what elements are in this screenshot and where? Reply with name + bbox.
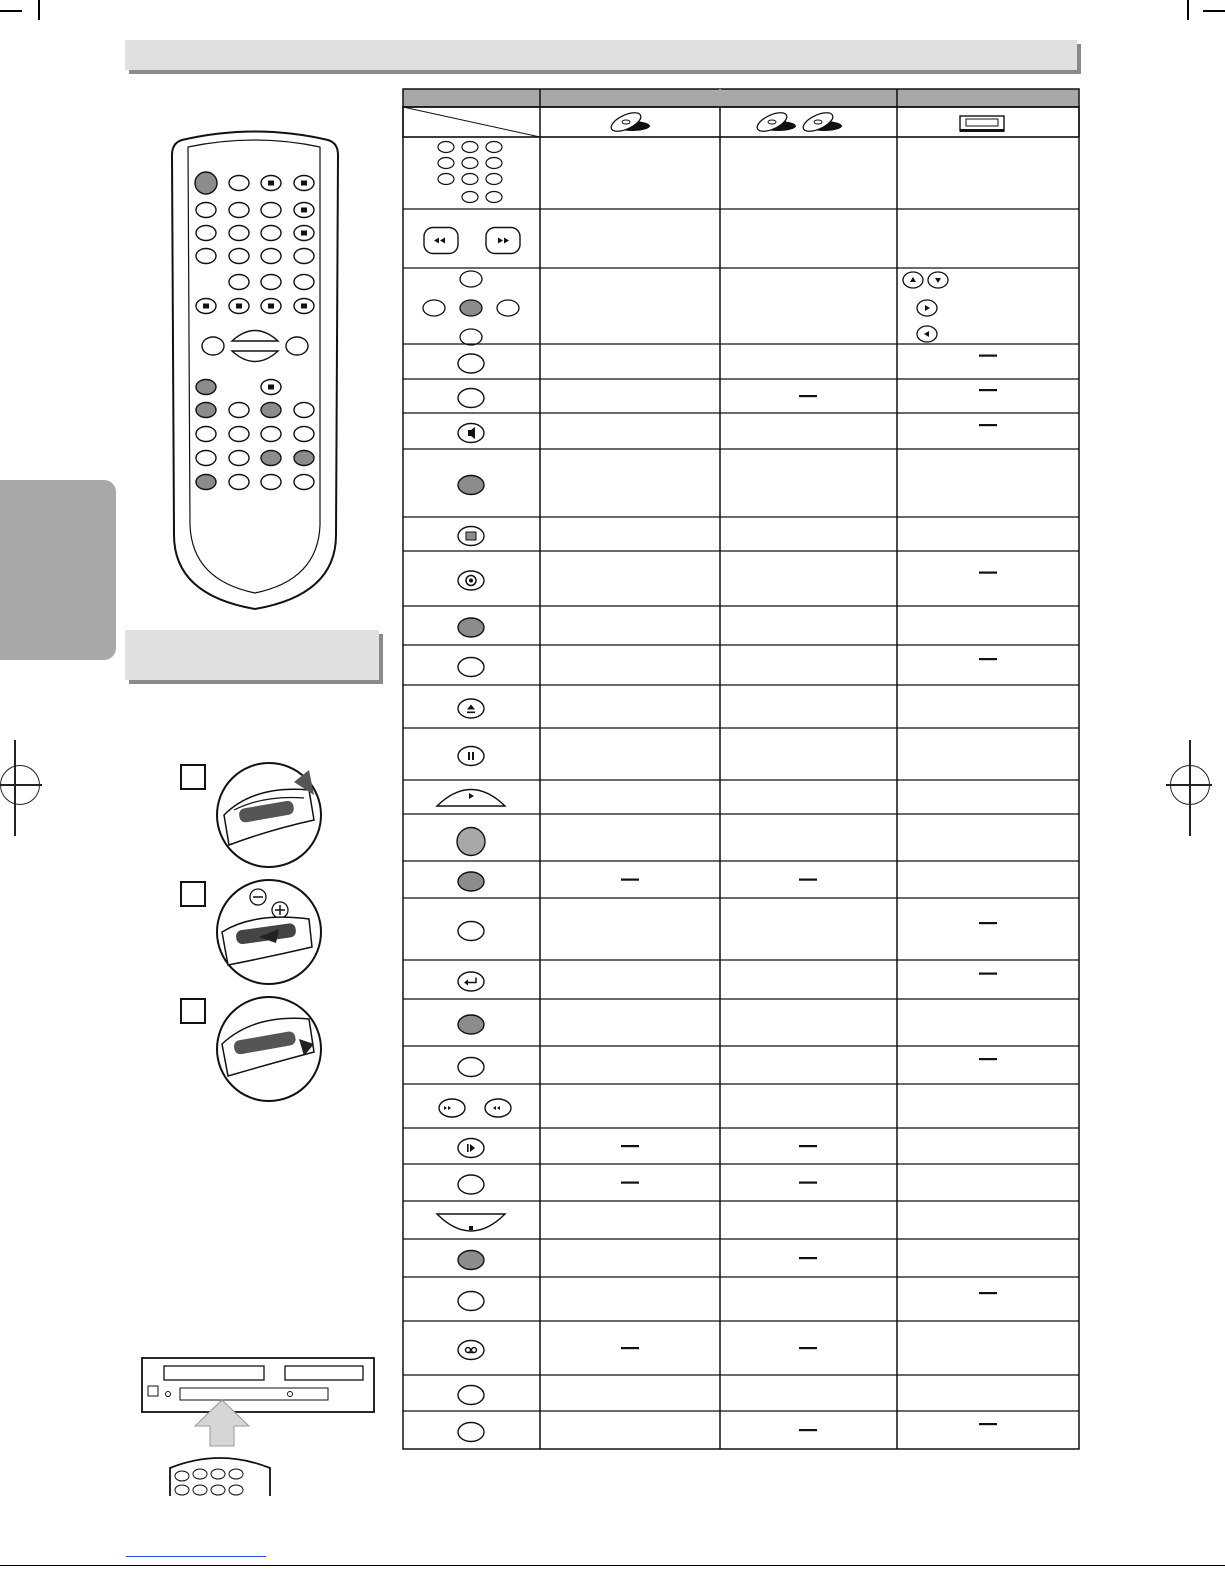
table-row — [403, 137, 1079, 203]
remote-button — [229, 226, 249, 241]
oval-gray-button-icon — [458, 476, 484, 495]
table-row — [403, 268, 1079, 345]
setup-disc-button-icon — [458, 571, 484, 590]
not-applicable-dash — [621, 1182, 639, 1184]
battery-cover-open-illustration — [214, 760, 324, 870]
table-row — [403, 1084, 1079, 1117]
not-applicable-dash — [621, 1347, 639, 1349]
remote-button — [294, 249, 314, 264]
oval-gray-button-icon — [458, 1015, 484, 1034]
not-applicable-dash — [979, 572, 997, 574]
oval-button-icon — [458, 1175, 484, 1194]
remote-button — [196, 249, 216, 264]
not-applicable-dash — [979, 973, 997, 975]
remote-button — [261, 403, 281, 418]
remote-button — [196, 380, 216, 395]
cursor-keys-button-icon — [423, 271, 519, 345]
not-applicable-dash — [799, 1257, 817, 1259]
remote-button — [294, 226, 314, 241]
not-applicable-dash — [799, 1145, 817, 1147]
play-button-icon — [437, 790, 505, 807]
remote-button — [294, 475, 314, 490]
table-row — [403, 551, 1079, 590]
not-applicable-dash — [979, 389, 997, 391]
table-row — [403, 1321, 1079, 1360]
remote-button — [261, 203, 281, 218]
remote-control-illustration — [160, 125, 350, 615]
step-box-3 — [180, 998, 206, 1024]
table-row — [403, 861, 1079, 891]
remote-button — [261, 475, 281, 490]
square-button-icon — [458, 527, 484, 546]
remote-button — [294, 203, 314, 218]
section-side-tab — [0, 480, 116, 660]
oval-button-icon — [458, 1292, 484, 1311]
remote-button — [294, 176, 314, 191]
bottom-rule — [0, 1565, 1225, 1566]
remote-button — [196, 403, 216, 418]
table-row — [403, 606, 1079, 637]
table-row — [403, 898, 1079, 941]
remote-button — [196, 451, 216, 466]
remote-button — [229, 403, 249, 418]
oval-gray-button-icon — [458, 1251, 484, 1270]
remote-button — [261, 226, 281, 241]
remote-button — [261, 427, 281, 442]
remote-button — [229, 299, 249, 314]
table-row — [403, 960, 1079, 991]
remote-button — [261, 451, 281, 466]
remote-button — [229, 451, 249, 466]
remote-button — [229, 203, 249, 218]
remote-button — [196, 427, 216, 442]
number-keys-button-icon — [438, 142, 502, 203]
remote-button — [196, 203, 216, 218]
table-row — [403, 1277, 1079, 1311]
not-applicable-dash — [799, 395, 817, 397]
vcr-cursor-keys — [903, 272, 948, 342]
not-applicable-dash — [979, 1423, 997, 1425]
not-applicable-dash — [799, 1182, 817, 1184]
rewind-forward-button-icon — [424, 228, 520, 254]
skip-button-icon — [439, 1099, 511, 1117]
remote-button — [294, 403, 314, 418]
table-row — [403, 517, 1079, 546]
step-box-2 — [180, 881, 206, 907]
battery-insert-illustration — [214, 877, 324, 987]
battery-cover-close-illustration — [214, 994, 324, 1104]
battery-section-header-bar — [125, 630, 379, 680]
remote-button — [229, 475, 249, 490]
table-row — [403, 209, 1079, 254]
oval-button-icon — [458, 1058, 484, 1077]
button-function-table — [400, 88, 1082, 1453]
table-row — [403, 1239, 1079, 1270]
table-row — [403, 728, 1079, 766]
return-button-icon — [458, 972, 484, 991]
remote-button — [294, 451, 314, 466]
crop-mark — [1187, 0, 1189, 20]
oval-button-icon — [458, 1386, 484, 1405]
crop-mark — [0, 10, 22, 12]
table-row — [403, 344, 1079, 373]
table-row — [403, 1411, 1079, 1442]
table-row — [403, 1046, 1079, 1077]
eject-button-icon — [458, 699, 484, 718]
not-applicable-dash — [621, 1145, 639, 1147]
pause-button-icon — [458, 747, 484, 766]
crop-mark — [1203, 10, 1225, 12]
oval-button-icon — [458, 1423, 484, 1442]
remote-button — [196, 226, 216, 241]
table-row — [403, 1164, 1079, 1194]
remote-button — [261, 299, 281, 314]
oval-button-icon — [458, 922, 484, 941]
table-row — [403, 780, 1079, 806]
remote-button — [261, 380, 281, 395]
not-applicable-dash — [979, 355, 997, 357]
table-row — [403, 1375, 1079, 1405]
table-row — [403, 645, 1079, 677]
table-row — [403, 814, 1079, 856]
oval-gray-button-icon — [458, 872, 484, 891]
crop-mark — [38, 0, 40, 20]
not-applicable-dash — [621, 879, 639, 881]
not-applicable-dash — [979, 658, 997, 660]
remote-button — [229, 275, 249, 290]
remote-button — [229, 249, 249, 264]
not-applicable-dash — [799, 1347, 817, 1349]
speaker-button-icon — [458, 424, 484, 443]
remote-button — [196, 299, 216, 314]
not-applicable-dash — [979, 1058, 997, 1060]
step-box-1 — [180, 764, 206, 790]
not-applicable-dash — [979, 424, 997, 426]
power-button-icon — [457, 828, 485, 856]
table-row — [403, 379, 1079, 408]
oval-gray-button-icon — [458, 618, 484, 637]
table-row — [403, 413, 1079, 443]
oval-button-icon — [458, 658, 484, 677]
not-applicable-dash — [979, 922, 997, 924]
remote-power-button — [195, 172, 217, 194]
slow-button-icon — [458, 1139, 484, 1158]
not-applicable-dash — [799, 879, 817, 881]
remote-button — [294, 299, 314, 314]
oval-button-icon — [458, 389, 484, 408]
remote-button — [229, 427, 249, 442]
vhs-cassette-icon — [960, 116, 1004, 132]
remote-button — [261, 249, 281, 264]
not-applicable-dash — [799, 1429, 817, 1431]
oval-button-icon — [458, 354, 484, 373]
remote-button — [261, 275, 281, 290]
table-row — [403, 1201, 1079, 1231]
remote-button — [196, 475, 216, 490]
not-applicable-dash — [979, 1292, 997, 1294]
table-row — [403, 449, 1079, 495]
table-row — [403, 1128, 1079, 1158]
vcr-button-icon — [458, 1341, 484, 1360]
section-header-bar — [125, 40, 1077, 70]
table-row — [403, 999, 1079, 1034]
remote-button — [229, 176, 249, 191]
footer-rule — [126, 1556, 266, 1557]
table-row — [403, 685, 1079, 718]
remote-button — [261, 176, 281, 191]
unit-front-panel-illustration — [140, 1356, 380, 1496]
remote-button — [294, 275, 314, 290]
remote-button — [294, 427, 314, 442]
stop-button-icon — [437, 1214, 505, 1231]
